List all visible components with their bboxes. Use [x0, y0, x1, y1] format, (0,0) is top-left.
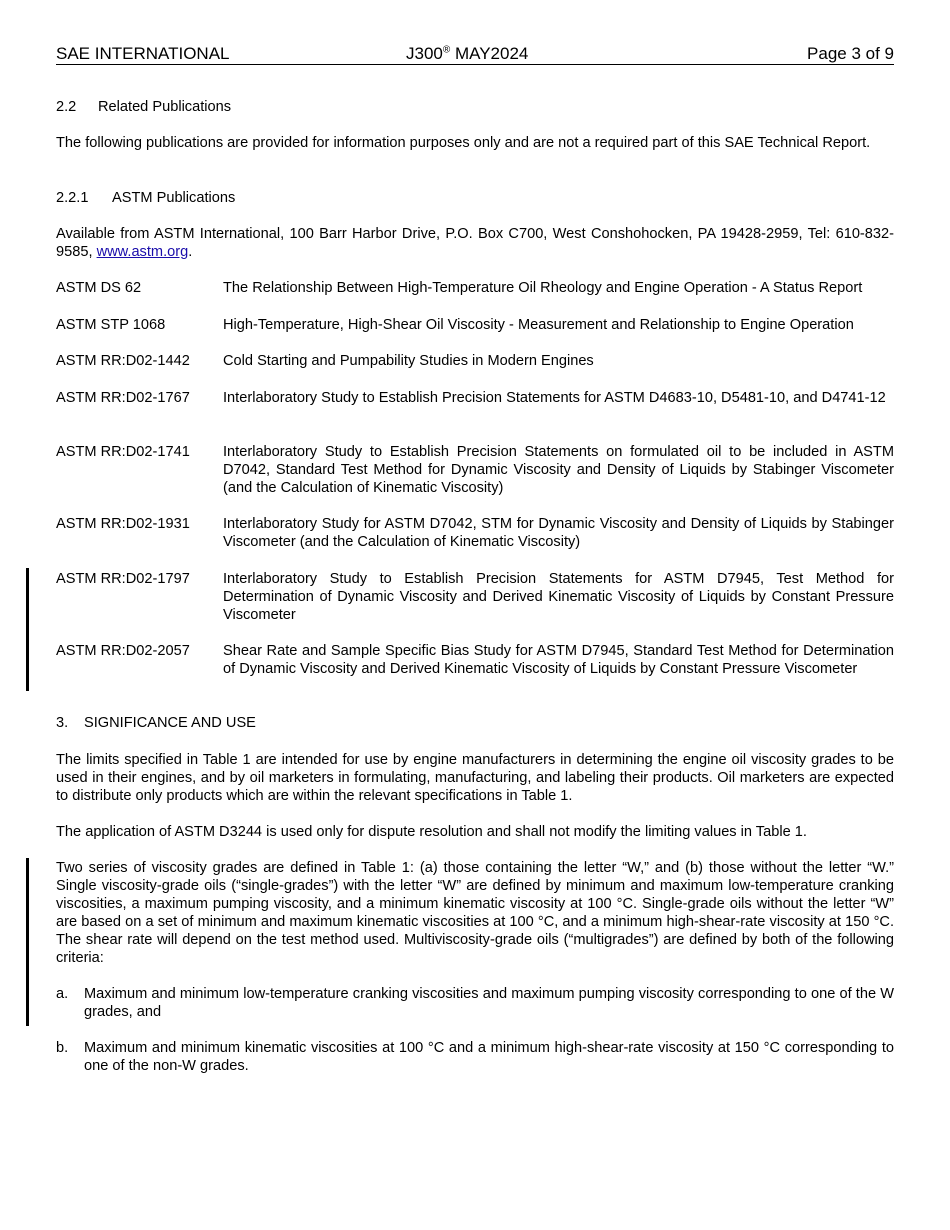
section-2-2-1-heading [56, 189, 894, 207]
reference-title: High-Temperature, High-Shear Oil Viscosity - Measurement and Relationship to Engine Operation [223, 317, 854, 333]
section-3-paragraph: Two series of viscosity grades are defined in Table 1: (a) those containing the letter “W,” and (b) those without the letter “W.” Single viscosity-grade oils (“single-grades”) with the letter “W” are defined by minimum and maximum low-temperature cranking viscosities, a maximum pumping viscosity, and a minimum kinematic viscosity at 100 °C. Single-grade oils without the letter “W” are based on a set of minimum and maximum kinematic viscosities at 100 °C, and a minimum high-shear-rate viscosity at 150 °C. The shear rate will depend on the test method used. Multiviscosity-grade oils (“multigrades”) are defined by both of the following criteria: [56, 860, 894, 966]
section-title: SIGNIFICANCE AND USE [84, 715, 256, 731]
header-organization: SAE INTERNATIONAL [56, 44, 230, 63]
page-header [56, 44, 894, 65]
revision-change-bar [26, 568, 29, 691]
header-doc-date: MAY2024 [450, 44, 529, 63]
astm-availability [56, 225, 894, 261]
reference-code: ASTM RR:D02-1931 [56, 516, 190, 532]
list-marker: a. [56, 986, 69, 1002]
reference-code: ASTM RR:D02-1741 [56, 444, 190, 460]
list-text: Maximum and minimum kinematic viscosities at 100 °C and a minimum high-shear-rate viscosity at 150 °C corresponding to one of the non-W grades. [84, 1040, 894, 1074]
availability-text: Available from ASTM International, 100 Barr Harbor Drive, P.O. Box C700, West Conshohocken, PA 19428-2959, Tel: 610-832-9585, [56, 226, 894, 260]
header-document-id [406, 44, 528, 64]
reference-title: Interlaboratory Study to Establish Precision Statements on formulated oil to be included in ASTM D7042, Standard Test Method for Dynamic Viscosity and Density of Liquids by Stabinger Viscometer (and the Calculation of Kinematic Viscosity) [223, 444, 894, 496]
section-3-heading [56, 714, 894, 732]
reference-code: ASTM DS 62 [56, 280, 142, 296]
header-page-number: Page 3 of 9 [807, 44, 894, 63]
section-number: 2.2.1 [56, 190, 89, 206]
section-number: 2.2 [56, 99, 77, 115]
reference-title: Cold Starting and Pumpability Studies in Modern Engines [223, 353, 594, 369]
availability-suffix: . [188, 244, 193, 260]
revision-change-bar [26, 858, 29, 1026]
reference-code: ASTM STP 1068 [56, 317, 166, 333]
section-3-paragraph: The application of ASTM D3244 is used only for dispute resolution and shall not modify the limiting values in Table 1. [56, 824, 807, 840]
header-doc-number: J300 [406, 44, 443, 63]
reference-title: Shear Rate and Sample Specific Bias Study for ASTM D7945, Standard Test Method for Determination of Dynamic Viscosity and Derived Kinematic Viscosity of Liquids by Constant Pressure Viscometer [223, 643, 894, 677]
section-2-2-intro: The following publications are provided for information purposes only and are not a required part of this SAE Technical Report. [56, 135, 871, 151]
reference-code: ASTM RR:D02-2057 [56, 643, 190, 659]
reference-code: ASTM RR:D02-1767 [56, 390, 190, 406]
list-marker: b. [56, 1040, 69, 1056]
reference-title: Interlaboratory Study for ASTM D7042, STM for Dynamic Viscosity and Density of Liquids by Stabinger Viscometer (and the Calculation of Kinematic Viscosity) [223, 516, 894, 550]
reference-title: Interlaboratory Study to Establish Precision Statements for ASTM D4683-10, D5481-10, and D4741-12 [223, 390, 886, 406]
section-3-paragraph: The limits specified in Table 1 are intended for use by engine manufacturers in determining the engine oil viscosity grades to be used in their engines, and by oil marketers in formulating, manufacturing, and labeling their products. Oil marketers are expected to distribute only products which are within the relevant specifications in Table 1. [56, 752, 894, 804]
section-2-2-heading [56, 98, 894, 116]
reference-code: ASTM RR:D02-1797 [56, 571, 190, 587]
reference-title: Interlaboratory Study to Establish Precision Statements for ASTM D7945, Test Method for Determination of Dynamic Viscosity and Derived Kinematic Viscosity of Liquids by Constant Pressure Viscometer [223, 571, 894, 623]
list-text: Maximum and minimum low-temperature cranking viscosities and maximum pumping viscosity corresponding to one of the W grades, and [84, 986, 894, 1020]
reference-code: ASTM RR:D02-1442 [56, 353, 190, 369]
section-title: Related Publications [98, 99, 232, 115]
registered-mark: ® [442, 44, 451, 56]
section-number: 3. [56, 715, 69, 731]
reference-title: The Relationship Between High-Temperature Oil Rheology and Engine Operation - A Status Report [223, 280, 863, 296]
astm-website-link[interactable]: www.astm.org [96, 244, 189, 260]
section-title: ASTM Publications [112, 190, 236, 206]
